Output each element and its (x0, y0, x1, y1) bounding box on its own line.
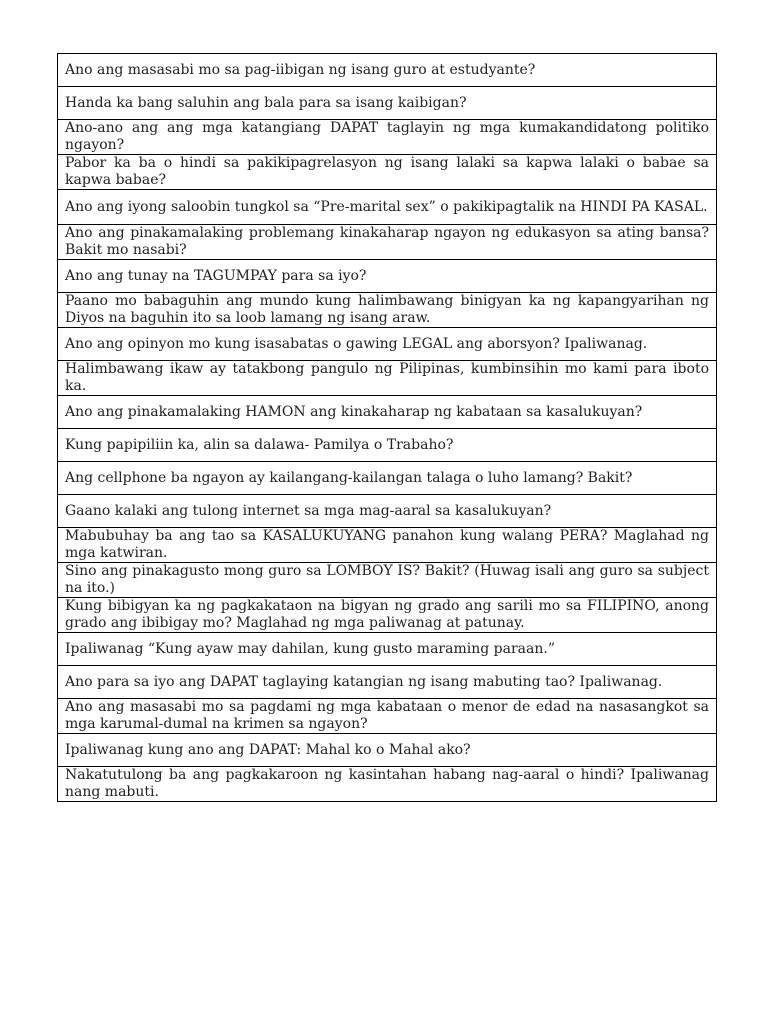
table-row (58, 462, 717, 495)
table-row (58, 396, 717, 429)
table-row (58, 598, 717, 633)
table-row (58, 734, 717, 767)
table-row (58, 563, 717, 598)
question-cell: Ano ang tunay na TAGUMPAY para sa iyo? (58, 260, 717, 293)
question-cell: Nakatutulong ba ang pagkakaroon ng kasintahan habang nag-aaral o hindi? Ipaliwanag nang mabuti. (58, 767, 717, 802)
question-cell: Halimbawang ikaw ay tatakbong pangulo ng Pilipinas, kumbinsihin mo kami para iboto ka. (58, 361, 717, 396)
question-cell: Pabor ka ba o hindi sa pakikipagrelasyon ng isang lalaki sa kapwa lalaki o babae sa kapwa babae? (58, 155, 717, 190)
table-row (58, 429, 717, 462)
question-cell: Kung papipiliin ka, alin sa dalawa- Pamilya o Trabaho? (58, 429, 717, 462)
table-row (58, 528, 717, 563)
table-row (58, 666, 717, 699)
table-row (58, 260, 717, 293)
question-cell: Mabubuhay ba ang tao sa KASALUKUYANG panahon kung walang PERA? Maglahad ng mga katwiran. (58, 528, 717, 563)
question-cell: Ano ang opinyon mo kung isasabatas o gawing LEGAL ang aborsyon? Ipaliwanag. (58, 328, 717, 361)
question-cell: Ano ang pinakamalaking HAMON ang kinakaharap ng kabataan sa kasalukuyan? (58, 396, 717, 429)
question-cell: Ang cellphone ba ngayon ay kailangang-kailangan talaga o luho lamang? Bakit? (58, 462, 717, 495)
question-cell: Sino ang pinakagusto mong guro sa LOMBOY IS? Bakit? (Huwag isali ang guro sa subject na ito.) (58, 563, 717, 598)
question-cell: Ipaliwanag “Kung ayaw may dahilan, kung gusto maraming paraan.” (58, 633, 717, 666)
question-cell: Ano ang iyong saloobin tungkol sa “Pre-marital sex” o pakikipagtalik na HINDI PA KASAL. (58, 190, 717, 225)
question-cell: Ano ang pinakamalaking problemang kinakaharap ngayon ng edukasyon sa ating bansa? Bakit mo nasabi? (58, 225, 717, 260)
question-cell: Gaano kalaki ang tulong internet sa mga mag-aaral sa kasalukuyan? (58, 495, 717, 528)
questions-table-body (58, 54, 717, 802)
table-row (58, 225, 717, 260)
question-cell: Ano ang masasabi mo sa pag-iibigan ng isang guro at estudyante? (58, 54, 717, 87)
question-cell: Handa ka bang saluhin ang bala para sa isang kaibigan? (58, 87, 717, 120)
question-cell: Ano-ano ang ang mga katangiang DAPAT taglayin ng mga kumakandidatong politiko ngayon? (58, 120, 717, 155)
question-cell: Paano mo babaguhin ang mundo kung halimbawang binigyan ka ng kapangyarihan ng Diyos na baguhin ito sa loob lamang ng isang araw. (58, 293, 717, 328)
table-row (58, 54, 717, 87)
table-row (58, 328, 717, 361)
table-row (58, 155, 717, 190)
table-row (58, 120, 717, 155)
table-row (58, 87, 717, 120)
questions-table (57, 53, 717, 802)
table-row (58, 190, 717, 225)
question-cell: Ipaliwanag kung ano ang DAPAT: Mahal ko o Mahal ako? (58, 734, 717, 767)
table-row (58, 361, 717, 396)
table-row (58, 495, 717, 528)
question-cell: Ano ang masasabi mo sa pagdami ng mga kabataan o menor de edad na nasasangkot sa mga karumal-dumal na krimen sa ngayon? (58, 699, 717, 734)
table-row (58, 633, 717, 666)
table-row (58, 699, 717, 734)
question-cell: Ano para sa iyo ang DAPAT taglaying katangian ng isang mabuting tao? Ipaliwanag. (58, 666, 717, 699)
table-row (58, 293, 717, 328)
table-row (58, 767, 717, 802)
question-cell: Kung bibigyan ka ng pagkakataon na bigyan ng grado ang sarili mo sa FILIPINO, anong grado ang ibibigay mo? Maglahad ng mga paliwanag at patunay. (58, 598, 717, 633)
